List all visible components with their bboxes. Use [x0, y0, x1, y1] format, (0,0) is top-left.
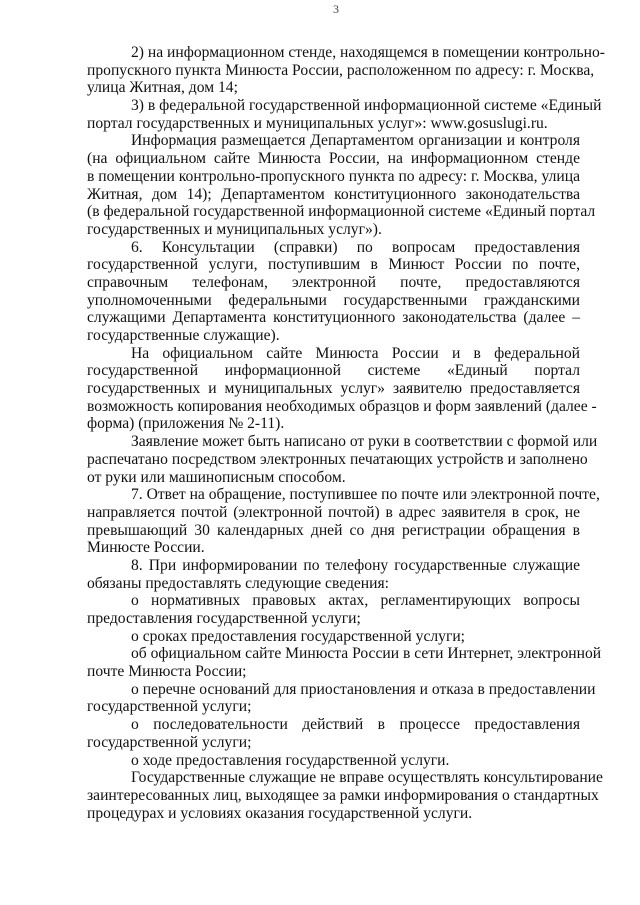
text-line: Минюсте России.	[87, 539, 205, 557]
text-line: предоставления государственной услуги;	[87, 610, 361, 627]
text-line: о перечне оснований для приостановления и отказа в предоставлении	[131, 680, 596, 698]
text-line: распечатано посредством электронных печатающих устройств и заполнено	[87, 450, 588, 468]
document-body	[87, 44, 606, 822]
paragraph	[87, 680, 596, 716]
paragraph	[87, 433, 598, 486]
text-line: На официальном сайте Минюста России и в федеральной	[131, 344, 580, 362]
text-line: (на официальном сайте Минюста России, на информационном стенде	[87, 150, 580, 168]
paragraph	[87, 344, 597, 433]
text-line: 6. Консультации (справки) по вопросам предоставления	[131, 238, 580, 256]
text-line: о ходе предоставления государственной услуги.	[131, 751, 450, 769]
text-line: превышающий 30 календарных дней со дня регистрации обращения в	[87, 521, 580, 539]
text-line: о сроках предоставления государственной услуги;	[131, 627, 466, 645]
text-line: о нормативных правовых актах, регламентирующих вопросы	[131, 592, 580, 610]
text-line: уполномоченными федеральными государственными гражданскими	[87, 291, 580, 309]
paragraph	[87, 97, 602, 132]
text-line: пропускного пункта Минюста России, расположенном по адресу: г. Москва,	[87, 61, 595, 79]
text-line: улица Житная, дом 14;	[87, 79, 238, 97]
text-line: государственной услуги;	[87, 733, 252, 751]
text-line: от руки или машинописным способом.	[87, 468, 346, 486]
paragraph	[87, 132, 596, 238]
paragraph	[87, 645, 602, 681]
text-line: служащими Департамента конституционного законодательства (далее –	[87, 309, 580, 327]
text-line: справочным телефонам, электронной почте, предоставляются	[87, 273, 580, 291]
text-line: обязаны предоставлять следующие сведения:	[87, 574, 390, 592]
text-line: государственной услуги, поступившим в Минюст России по почте,	[87, 256, 580, 274]
paragraph	[87, 716, 580, 751]
text-line: (в федеральной государственной информационной системе «Единый портал	[87, 203, 596, 221]
text-line: государственные служащие).	[87, 327, 280, 344]
text-line: 7. Ответ на обращение, поступившее по почте или электронной почте,	[131, 486, 600, 504]
paragraph	[87, 628, 580, 646]
text-line: возможность копирования необходимых образцов и форм заявлений (далее -	[87, 397, 597, 415]
text-line: 3) в федеральной государственной информационной системе «Единый	[131, 97, 602, 115]
paragraph	[87, 752, 580, 770]
page-number: 3	[333, 2, 339, 16]
text-line: государственных и муниципальных услуг» заявителю предоставляется	[87, 380, 580, 398]
paragraph	[87, 592, 580, 627]
text-line: Житная, дом 14); Департаментом конституционного законодательства	[87, 185, 580, 203]
text-line: заинтересованных лиц, выходящее за рамки информирования о стандартных	[87, 786, 599, 804]
paragraph	[87, 557, 580, 592]
text-line: процедурах и условиях оказания государственной услуги.	[87, 804, 473, 822]
text-line: Заявление может быть написано от руки в соответствии с формой или	[131, 433, 598, 451]
text-line: Государственные служащие не вправе осуществлять консультирование	[131, 769, 603, 787]
text-line: государственной услуги;	[87, 698, 252, 716]
text-line: 8. При информировании по телефону государственные служащие	[131, 556, 580, 574]
text-line: Информация размещается Департаментом организации и контроля	[131, 132, 580, 150]
text-line: почте Минюста России;	[87, 663, 247, 681]
text-line: государственной информационной системе «Единый портал	[87, 362, 580, 380]
text-line: о последовательности действий в процессе предоставления	[131, 716, 580, 734]
text-line: форма) (приложения № 2-11).	[87, 415, 285, 433]
text-line: 2) на информационном стенде, находящемся в помещении контрольно-	[131, 44, 606, 61]
paragraph	[87, 239, 580, 345]
paragraph	[87, 44, 606, 97]
text-line: об официальном сайте Минюста России в сети Интернет, электронной	[131, 645, 602, 663]
paragraph	[87, 769, 603, 822]
text-line: в помещении контрольно-пропускного пункта по адресу: г. Москва, улица	[87, 167, 580, 185]
paragraph	[87, 486, 600, 557]
text-line: направляется почтой (электронной почтой) в адрес заявителя в срок, не	[87, 503, 580, 521]
text-line: государственных и муниципальных услуг»).	[87, 220, 382, 238]
text-line: портал государственных и муниципальных услуг»: www.gosuslugi.ru.	[87, 114, 548, 132]
